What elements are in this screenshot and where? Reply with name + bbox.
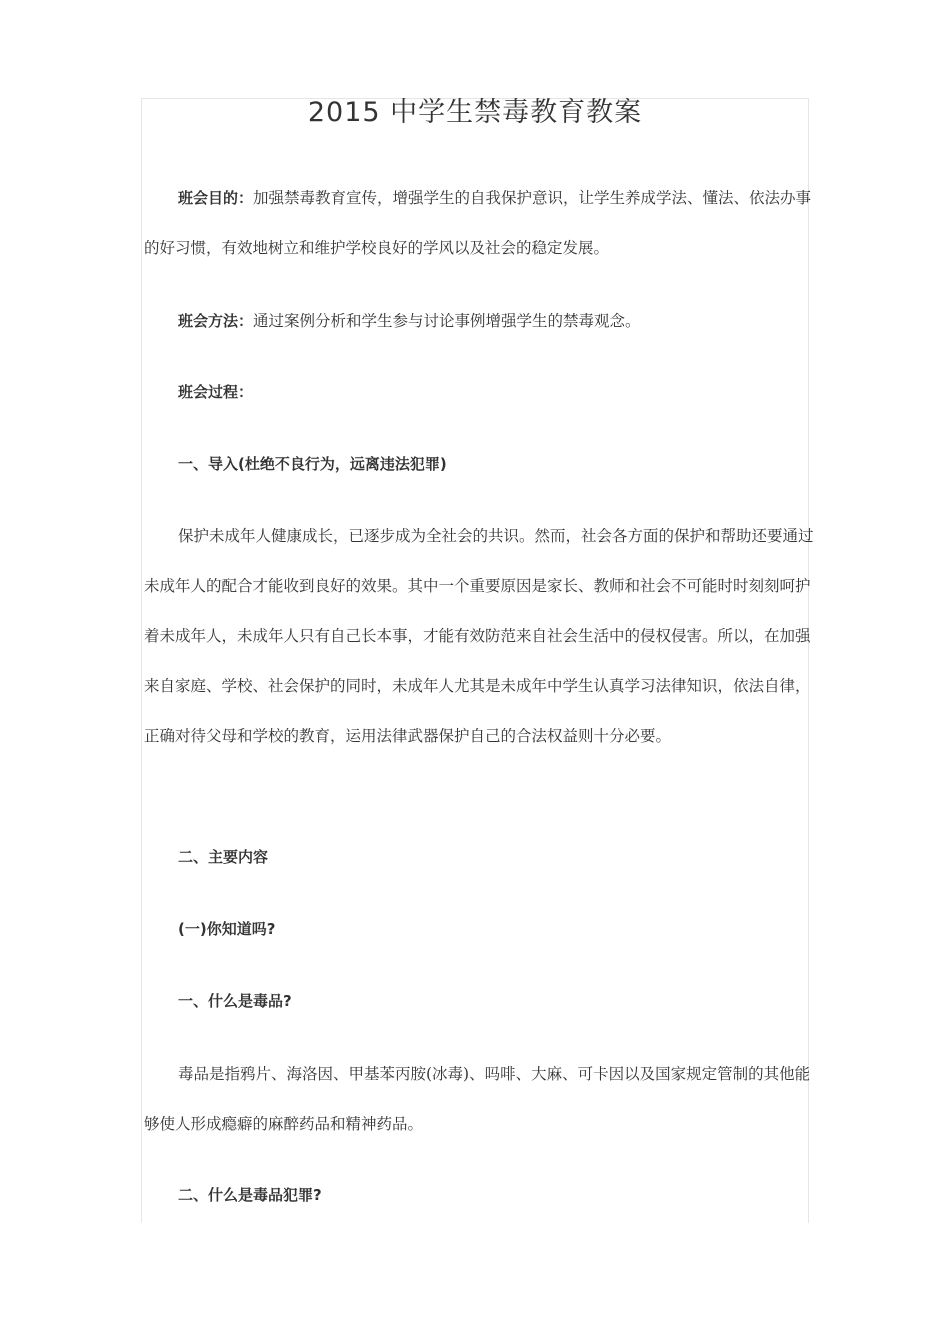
purpose-paragraph xyxy=(144,173,816,273)
sub1-heading: (一)你知道吗? xyxy=(178,920,276,938)
q2-heading: 二、什么是毒品犯罪? xyxy=(178,1186,322,1204)
section1-body: 保护未成年人健康成长，已逐步成为全社会的共识。然而，社会各方面的保护和帮助还要通过未成年人的配合才能收到良好的效果。其中一个重要原因是家长、教师和社会不可能时时刻刻呵护着未成年人，未成年人只有自己长本事，才能有效防范来自社会生活中的侵权侵害。所以，在加强来自家庭、学校、社会保护的同时，未成年人尤其是未成年中学生认真学习法律知识，依法自律，正确对待父母和学校的教育，运用法律武器保护自己的合法权益则十分必要。 xyxy=(144,527,814,745)
section1-heading: 一、导入(杜绝不良行为，远离违法犯罪) xyxy=(178,455,447,473)
method-paragraph xyxy=(144,296,816,346)
q1-heading: 一、什么是毒品? xyxy=(178,992,292,1010)
method-label: 班会方法： xyxy=(178,312,254,330)
purpose-label: 班会目的： xyxy=(178,189,254,207)
purpose-text: 加强禁毒教育宣传，增强学生的自我保护意识，让学生养成学法、懂法、依法办事的好习惯，有效地树立和维护学校良好的学风以及社会的稳定发展。 xyxy=(144,189,812,257)
section2-heading: 二、主要内容 xyxy=(178,848,269,866)
method-text: 通过案例分析和学生参与讨论事例增强学生的禁毒观念。 xyxy=(253,312,641,330)
q1-body: 毒品是指鸦片、海洛因、甲基苯丙胺(冰毒)、吗啡、大麻、可卡因以及国家规定管制的其他能够使人形成瘾癖的麻醉药品和精神药品。 xyxy=(144,1065,811,1133)
process-label: 班会过程： xyxy=(178,383,254,401)
document-title: 2015 中学生禁毒教育教案 xyxy=(307,97,643,128)
